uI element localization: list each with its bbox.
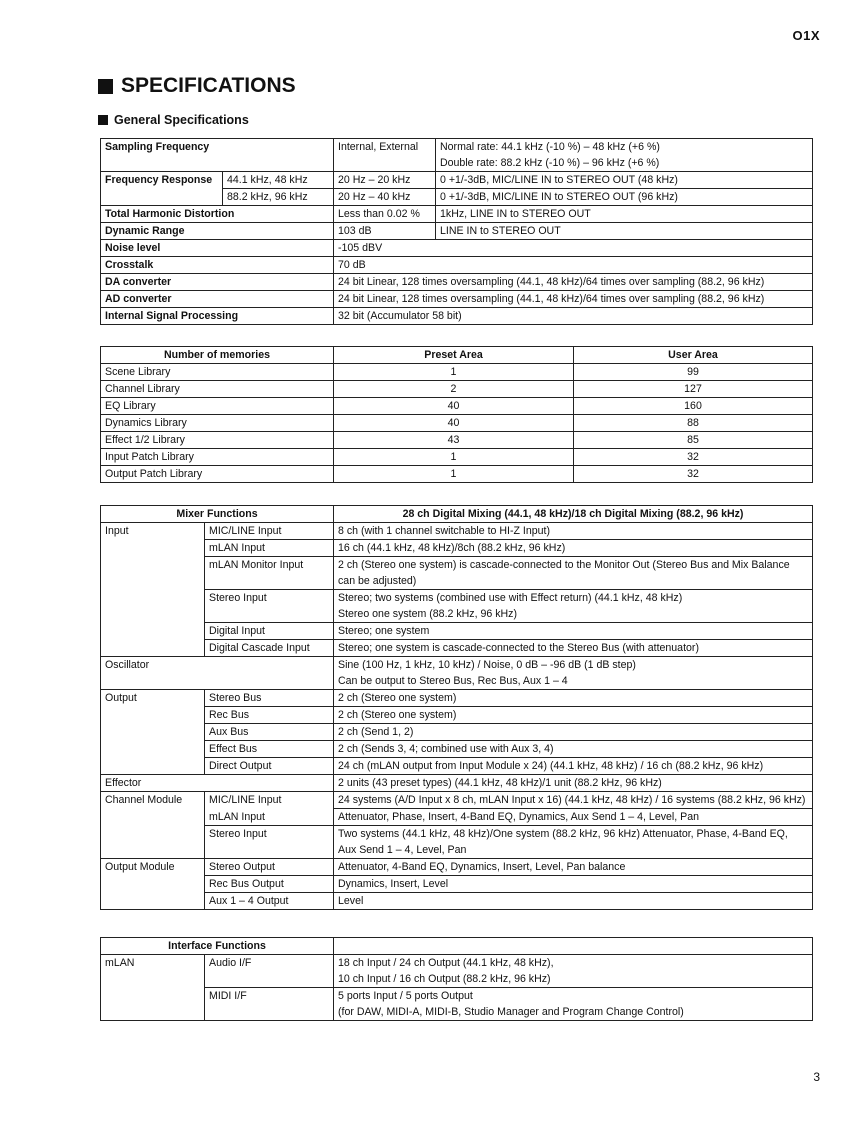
- item-value: 10 ch Input / 16 ch Output (88.2 kHz, 96 kHz): [334, 971, 813, 988]
- item-value: Aux Send 1 – 4, Level, Pan: [334, 842, 813, 859]
- user-count: 99: [574, 364, 813, 381]
- spec-label: Internal Signal Processing: [101, 308, 334, 325]
- item-label: Stereo Bus: [205, 690, 334, 707]
- interface-functions-table: [100, 937, 813, 1021]
- item-label: Rec Bus: [205, 707, 334, 724]
- spec-value: Internal, External: [334, 139, 436, 172]
- table-row: [101, 775, 813, 792]
- spec-value: 70 dB: [334, 257, 813, 274]
- memory-name: Channel Library: [101, 381, 334, 398]
- spec-value: 20 Hz – 20 kHz: [334, 172, 436, 189]
- table-row: [101, 590, 813, 607]
- spec-note: 0 +1/-3dB, MIC/LINE IN to STEREO OUT (48 kHz): [436, 172, 813, 189]
- memory-name: Effect 1/2 Library: [101, 432, 334, 449]
- item-label: Direct Output: [205, 758, 334, 775]
- memories-table: [100, 346, 813, 483]
- item-value: 24 ch (mLAN output from Input Module x 24) (44.1 kHz, 48 kHz) / 16 ch (88.2 kHz, 96 kHz): [334, 758, 813, 775]
- table-row: [101, 741, 813, 758]
- spec-label: Noise level: [101, 240, 334, 257]
- preset-count: 40: [334, 398, 574, 415]
- item-value: Attenuator, 4-Band EQ, Dynamics, Insert, Level, Pan balance: [334, 859, 813, 876]
- category-label: Effector: [101, 775, 334, 792]
- spec-note: Normal rate: 44.1 kHz (-10 %) – 48 kHz (+6 %): [436, 139, 813, 156]
- spec-value: -105 dBV: [334, 240, 813, 257]
- general-spec-table: [100, 138, 813, 325]
- item-label: Aux Bus: [205, 724, 334, 741]
- mixer-functions-table: [100, 505, 813, 910]
- table-row: [101, 826, 813, 843]
- table-row: [101, 308, 813, 325]
- spec-label: AD converter: [101, 291, 334, 308]
- table-row: [101, 707, 813, 724]
- table-row: [101, 557, 813, 590]
- table-row: [101, 206, 813, 223]
- table-row: [101, 640, 813, 657]
- table-row: [101, 274, 813, 291]
- item-value: 8 ch (with 1 channel switchable to HI-Z Input): [334, 523, 813, 540]
- item-value: 2 ch (Stereo one system): [334, 707, 813, 724]
- empty-header-cell: [334, 938, 813, 955]
- page-number: 3: [813, 1070, 820, 1084]
- item-label: MIDI I/F: [205, 988, 334, 1021]
- category-label: Output: [101, 690, 205, 775]
- item-value: Attenuator, Phase, Insert, 4-Band EQ, Dynamics, Aux Send 1 – 4, Level, Pan: [334, 809, 813, 826]
- item-label: mLAN Monitor Input: [205, 557, 334, 590]
- item-value: Can be output to Stereo Bus, Rec Bus, Aux 1 – 4: [334, 673, 813, 690]
- user-count: 32: [574, 449, 813, 466]
- column-header: Number of memories: [101, 347, 334, 364]
- table-row: [101, 223, 813, 240]
- spec-sublabel: 88.2 kHz, 96 kHz: [223, 189, 334, 206]
- spec-value: 24 bit Linear, 128 times oversampling (44.1, 48 kHz)/64 times over sampling (88.2, 96 kHz): [334, 274, 813, 291]
- table-row: [101, 690, 813, 707]
- item-label: Digital Input: [205, 623, 334, 640]
- preset-count: 1: [334, 466, 574, 483]
- spec-value: 103 dB: [334, 223, 436, 240]
- spec-note: Double rate: 88.2 kHz (-10 %) – 96 kHz (+6 %): [436, 155, 813, 172]
- preset-count: 2: [334, 381, 574, 398]
- page-title: [98, 74, 296, 98]
- item-value: Sine (100 Hz, 1 kHz, 10 kHz) / Noise, 0 dB – -96 dB (1 dB step): [334, 657, 813, 674]
- item-value: 2 ch (Sends 3, 4; combined use with Aux 3, 4): [334, 741, 813, 758]
- item-value: (for DAW, MIDI-A, MIDI-B, Studio Manager and Program Change Control): [334, 1004, 813, 1021]
- table-row: [101, 398, 813, 415]
- table-row: [101, 240, 813, 257]
- item-label: Stereo Input: [205, 590, 334, 623]
- table-row: [101, 432, 813, 449]
- item-label: Stereo Input: [205, 826, 334, 859]
- spec-sublabel: 44.1 kHz, 48 kHz: [223, 172, 334, 189]
- memory-name: Scene Library: [101, 364, 334, 381]
- memory-name: EQ Library: [101, 398, 334, 415]
- category-label: Channel Module: [101, 792, 205, 859]
- category-label: Oscillator: [101, 657, 334, 690]
- item-label: Aux 1 – 4 Output: [205, 893, 334, 910]
- square-bullet-icon: [98, 79, 113, 94]
- table-row: [101, 381, 813, 398]
- column-header: User Area: [574, 347, 813, 364]
- item-label: MIC/LINE Input: [205, 792, 334, 809]
- item-label: mLAN Input: [205, 540, 334, 557]
- spec-value: 24 bit Linear, 128 times oversampling (44.1, 48 kHz)/64 times over sampling (88.2, 96 kHz): [334, 291, 813, 308]
- table-row: [101, 364, 813, 381]
- spec-note: 1kHz, LINE IN to STEREO OUT: [436, 206, 813, 223]
- table-row: [101, 758, 813, 775]
- table-row: [101, 415, 813, 432]
- spec-label: DA converter: [101, 274, 334, 291]
- model-name: O1X: [792, 28, 820, 43]
- user-count: 88: [574, 415, 813, 432]
- column-header: Mixer Functions: [101, 506, 334, 523]
- table-row: [101, 466, 813, 483]
- user-count: 160: [574, 398, 813, 415]
- spec-value: 32 bit (Accumulator 58 bit): [334, 308, 813, 325]
- spec-note: LINE IN to STEREO OUT: [436, 223, 813, 240]
- item-value: 18 ch Input / 24 ch Output (44.1 kHz, 48 kHz),: [334, 955, 813, 972]
- square-bullet-icon: [98, 115, 108, 125]
- column-header: Preset Area: [334, 347, 574, 364]
- preset-count: 40: [334, 415, 574, 432]
- item-value: Stereo; two systems (combined use with Effect return) (44.1 kHz, 48 kHz): [334, 590, 813, 607]
- table-row: [101, 657, 813, 674]
- column-header: 28 ch Digital Mixing (44.1, 48 kHz)/18 ch Digital Mixing (88.2, 96 kHz): [334, 506, 813, 523]
- section-title-text: General Specifications: [114, 113, 249, 127]
- category-label: Output Module: [101, 859, 205, 910]
- item-label: Audio I/F: [205, 955, 334, 988]
- spec-label: Sampling Frequency: [101, 139, 334, 172]
- table-row: [101, 955, 813, 972]
- spec-note: 0 +1/-3dB, MIC/LINE IN to STEREO OUT (96 kHz): [436, 189, 813, 206]
- category-label: Input: [101, 523, 205, 657]
- item-value: 24 systems (A/D Input x 8 ch, mLAN Input x 16) (44.1 kHz, 48 kHz) / 16 systems (88.2 kHz, 96 kHz): [334, 792, 813, 809]
- page-title-text: SPECIFICATIONS: [121, 74, 296, 97]
- table-row: [101, 139, 813, 156]
- table-row: [101, 724, 813, 741]
- table-header-row: [101, 938, 813, 955]
- item-label: Effect Bus: [205, 741, 334, 758]
- table-row: [101, 540, 813, 557]
- table-row: [101, 257, 813, 274]
- column-header: Interface Functions: [101, 938, 334, 955]
- table-row: [101, 876, 813, 893]
- spec-label: Crosstalk: [101, 257, 334, 274]
- spec-value: 20 Hz – 40 kHz: [334, 189, 436, 206]
- memory-name: Dynamics Library: [101, 415, 334, 432]
- item-value: Stereo; one system: [334, 623, 813, 640]
- table-row: [101, 449, 813, 466]
- item-label: Digital Cascade Input: [205, 640, 334, 657]
- memory-name: Input Patch Library: [101, 449, 334, 466]
- item-value: 2 ch (Send 1, 2): [334, 724, 813, 741]
- table-row: [101, 172, 813, 189]
- item-value: Two systems (44.1 kHz, 48 kHz)/One system (88.2 kHz, 96 kHz) Attenuator, Phase, 4-Band EQ,: [334, 826, 813, 843]
- table-row: [101, 623, 813, 640]
- table-row: [101, 523, 813, 540]
- table-row: [101, 988, 813, 1005]
- preset-count: 1: [334, 449, 574, 466]
- spec-value: Less than 0.02 %: [334, 206, 436, 223]
- item-value: Stereo one system (88.2 kHz, 96 kHz): [334, 606, 813, 623]
- table-header-row: [101, 347, 813, 364]
- user-count: 127: [574, 381, 813, 398]
- spec-label: Total Harmonic Distortion: [101, 206, 334, 223]
- item-label: MIC/LINE Input: [205, 523, 334, 540]
- memory-name: Output Patch Library: [101, 466, 334, 483]
- table-row: [101, 809, 813, 826]
- user-count: 85: [574, 432, 813, 449]
- preset-count: 43: [334, 432, 574, 449]
- item-value: 16 ch (44.1 kHz, 48 kHz)/8ch (88.2 kHz, 96 kHz): [334, 540, 813, 557]
- category-label: mLAN: [101, 955, 205, 1021]
- section-title: [98, 113, 249, 127]
- table-header-row: [101, 506, 813, 523]
- item-value: 2 ch (Stereo one system): [334, 690, 813, 707]
- spec-label: Dynamic Range: [101, 223, 334, 240]
- table-row: [101, 859, 813, 876]
- user-count: 32: [574, 466, 813, 483]
- spec-label: Frequency Response: [101, 172, 223, 206]
- item-label: mLAN Input: [205, 809, 334, 826]
- item-value: 2 units (43 preset types) (44.1 kHz, 48 kHz)/1 unit (88.2 kHz, 96 kHz): [334, 775, 813, 792]
- item-value: 2 ch (Stereo one system) is cascade-connected to the Monitor Out (Stereo Bus and Mix Balance can be adjusted): [334, 557, 813, 590]
- item-value: 5 ports Input / 5 ports Output: [334, 988, 813, 1005]
- item-label: Rec Bus Output: [205, 876, 334, 893]
- item-value: Stereo; one system is cascade-connected to the Stereo Bus (with attenuator): [334, 640, 813, 657]
- item-value: Level: [334, 893, 813, 910]
- item-label: Stereo Output: [205, 859, 334, 876]
- table-row: [101, 291, 813, 308]
- preset-count: 1: [334, 364, 574, 381]
- table-row: [101, 792, 813, 809]
- table-row: [101, 893, 813, 910]
- item-value: Dynamics, Insert, Level: [334, 876, 813, 893]
